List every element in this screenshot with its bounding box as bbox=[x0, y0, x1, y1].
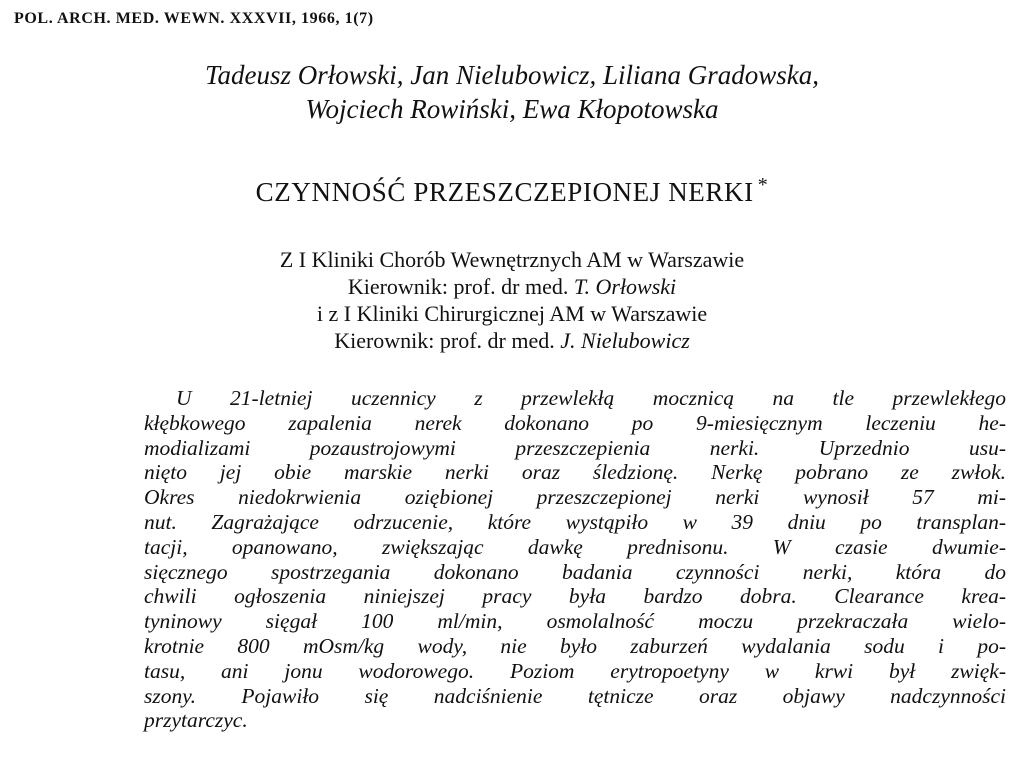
article-title-block bbox=[0, 174, 1024, 208]
affiliation-line-1: Z I Kliniki Chorób Wewnętrznych AM w Warszawie bbox=[279, 247, 745, 272]
authors-line-2: Wojciech Rowiński, Ewa Kłopotowska bbox=[305, 94, 719, 124]
abstract-line: szony. Pojawiło się nadciśnienie tętnicze oraz objawy nadczynności bbox=[144, 683, 1006, 708]
article-title: CZYNNOŚĆ PRZESZCZEPIONEJ NERKI bbox=[255, 177, 754, 207]
abstract-line: kłębkowego zapalenia nerek dokonano po 9-miesięcznym leczeniu he- bbox=[144, 410, 1006, 435]
affiliation-line-4 bbox=[0, 327, 1024, 354]
affiliation-head-name: J. Nielubowicz bbox=[560, 328, 690, 353]
abstract-line: przytarczyc. bbox=[144, 708, 248, 733]
journal-header: POL. ARCH. MED. WEWN. XXXVII, 1966, 1(7) bbox=[14, 10, 374, 27]
affiliation-head-prefix: Kierownik: prof. dr med. bbox=[347, 274, 569, 299]
affiliation-block bbox=[0, 246, 1024, 354]
abstract-line: chwili ogłoszenia niniejszej pracy była bardzo dobra. Clearance krea- bbox=[144, 584, 1006, 609]
affiliation-head-name: T. Orłowski bbox=[573, 274, 677, 299]
abstract bbox=[144, 386, 1006, 733]
abstract-line: nut. Zagrażające odrzucenie, które wystąpiło w 39 dniu po transplan- bbox=[144, 509, 1006, 534]
affiliation-line-3: i z I Kliniki Chirurgicznej AM w Warszawie bbox=[316, 301, 708, 326]
abstract-line: Okres niedokrwienia oziębionej przeszczepionej nerki wynosił 57 mi- bbox=[144, 485, 1006, 510]
abstract-line: sięcznego spostrzegania dokonano badania czynności nerki, która do bbox=[144, 559, 1006, 584]
abstract-line: modializami pozaustrojowymi przeszczepienia nerki. Uprzednio usu- bbox=[144, 435, 1006, 460]
title-footnote-mark: * bbox=[757, 174, 769, 196]
abstract-line: U 21-letniej uczennicy z przewlekłą mocznicą na tle przewlekłego bbox=[176, 386, 1006, 410]
affiliation-line-2 bbox=[0, 273, 1024, 300]
abstract-line: nięto jej obie marskie nerki oraz śledzionę. Nerkę pobrano ze zwłok. bbox=[144, 460, 1006, 485]
abstract-line: krotnie 800 mOsm/kg wody, nie było zaburzeń wydalania sodu i po- bbox=[144, 633, 1006, 658]
affiliation-head-prefix: Kierownik: prof. dr med. bbox=[334, 328, 555, 353]
authors-block bbox=[0, 58, 1024, 126]
abstract-line: tyninowy sięgał 100 ml/min, osmolalność moczu przekraczała wielo- bbox=[144, 609, 1006, 634]
authors-line-1: Tadeusz Orłowski, Jan Nielubowicz, Liliana Gradowska, bbox=[204, 60, 820, 90]
abstract-line: tasu, ani jonu wodorowego. Poziom erytropoetyny w krwi był zwięk- bbox=[144, 658, 1006, 683]
abstract-line: tacji, opanowano, zwiększając dawkę prednisonu. W czasie dwumie- bbox=[144, 534, 1006, 559]
